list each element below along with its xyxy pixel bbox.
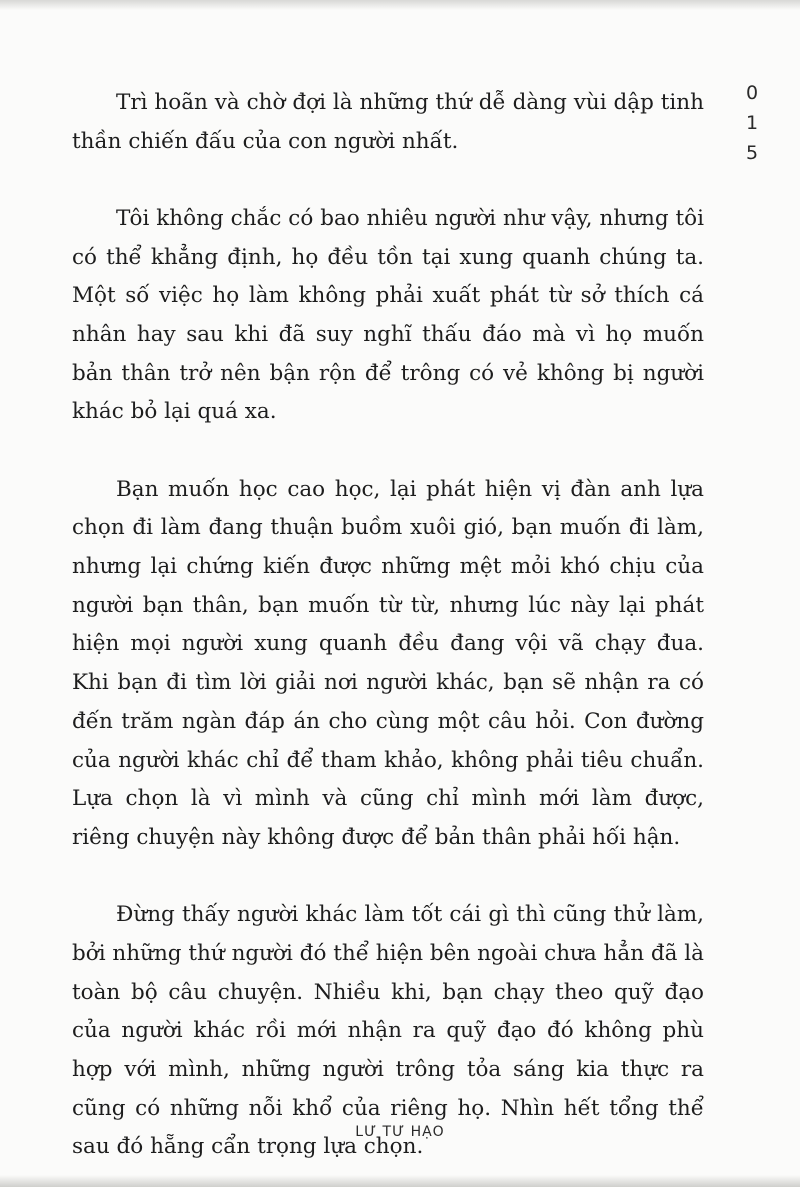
running-footer-author: LƯ TƯ HẠO [355,1124,445,1140]
page-bottom-edge [0,1175,800,1187]
paragraph: Đừng thấy người khác làm tốt cái gì thì cũng thử làm, bởi những thứ người đó thể hiện bên ngoài chưa hẳn đã là toàn bộ câu chuyện. Nhiều khi, bạn chạy theo quỹ đạo của người khác rồi mới nhận ra quỹ đạo đó không phù hợp với mình, những người trông tỏa sáng kia thực ra cũng có những nỗi khổ của riêng họ. Nhìn hết tổng thể sau đó hẵng cẩn trọng lựa chọn. [72,902,704,1160]
page-top-edge [0,0,800,10]
paragraph: Trì hoãn và chờ đợi là những thứ dễ dàng vùi dập tinh thần chiến đấu của con người nhất. [72,90,704,154]
page-number [732,78,772,168]
page-number-digit: 5 [745,142,759,164]
page-number-digit: 1 [745,112,759,134]
paragraph: Tôi không chắc có bao nhiêu người như vậy, nhưng tôi có thể khẳng định, họ đều tồn tại xung quanh chúng ta. Một số việc họ làm không phải xuất phát từ sở thích cá nhân hay sau khi đã suy nghĩ thấu đáo mà vì họ muốn bản thân trở nên bận rộn để trông có vẻ không bị người khác bỏ lại quá xa. [72,205,704,425]
page-body [72,84,704,1167]
page-number-digit: 0 [745,82,759,104]
paragraph: Bạn muốn học cao học, lại phát hiện vị đàn anh lựa chọn đi làm đang thuận buồm xuôi gió, bạn muốn đi làm, nhưng lại chứng kiến được những mệt mỏi khó chịu của người bạn thân, bạn muốn từ từ, nhưng lúc này lại phát hiện mọi người xung quanh đều đang vội vã chạy đua. Khi bạn đi tìm lời giải nơi người khác, bạn sẽ nhận ra có đến trăm ngàn đáp án cho cùng một câu hỏi. Con đường của người khác chỉ để tham khảo, không phải tiêu chuẩn. Lựa chọn là vì mình và cũng chỉ mình mới làm được, riêng chuyện này không được để bản thân phải hối hận. [72,476,704,850]
